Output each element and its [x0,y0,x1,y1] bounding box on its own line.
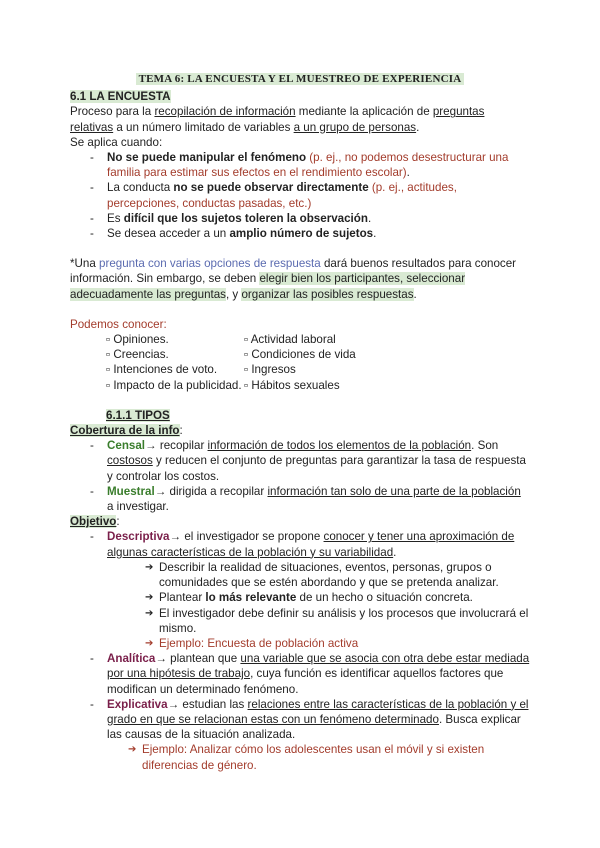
explicativa-example: ➔ Ejemplo: Analizar cómo los adolescentes usan el móvil y si existen diferencias de género. [128,742,530,772]
note-paragraph: *Una pregunta con varias opciones de respuesta dará buenos resultados para conocer información. Sin embargo, se deben elegir bien los participantes, seleccionar adecuadamente las preguntas, y organizar las posibles respuestas. [70,257,517,301]
know-item: ▫ Actividad laboral [244,333,336,347]
know-item: ▫ Creencias. [106,348,169,362]
know-item: ▫ Impacto de la publicidad. [106,378,242,392]
section-heading-tipos: 6.1.1 TIPOS [106,408,170,422]
list-item: - Censal→ recopilar información de todos los elementos de la población. Son costosos y reducen el conjunto de preguntas para garantizar la tasa de respuesta y controlar los costos. [90,438,530,484]
know-item: ▫ Hábitos sexuales [244,378,340,392]
list-item: - Descriptiva→ el investigador se propone conocer y tener una aproximación de algunas características de la población y su variabilidad. [90,529,530,559]
page-title: TEMA 6: LA ENCUESTA Y EL MUESTREO DE EXPERIENCIA [70,72,530,87]
list-item: - Es difícil que los sujetos toleren la observación. [90,211,530,226]
document-page [70,72,530,773]
know-item: ▫ Opiniones. [106,333,169,347]
applies-label: Se aplica cuando: [70,135,163,149]
know-label: Podemos conocer: [70,317,167,331]
objective-list-cont [70,651,530,742]
know-item: ▫ Intenciones de voto. [106,363,218,377]
list-item: - Muestral→ dirigida a recopilar información tan solo de una parte de la población a investigar. [90,484,530,514]
list-item: ➔ Ejemplo: Encuesta de población activa [145,636,530,651]
coverage-label: Cobertura de la info: [70,424,183,438]
objective-label: Objetivo: [70,515,120,529]
list-item: ➔ El investigador debe definir su análisis y los procesos que involucrará el mismo. [145,606,530,636]
list-item: - Explicativa→ estudian las relaciones entre las características de la población y el grado en que se relacionan estas con un fenómeno determinado. Busca explicar las causas de la situación analizada. [90,697,530,743]
section-heading-encuesta: 6.1 LA ENCUESTA [70,90,171,104]
list-item: ➔ Plantear lo más relevante de un hecho o situación concreta. [145,590,530,605]
list-item: - No se puede manipular el fenómeno (p. ej., no podemos desestructurar una familia para estimar sus efectos en el rendimiento escolar). [90,150,530,180]
applies-list [70,150,530,241]
know-grid [106,332,530,393]
list-item: ➔ Describir la realidad de situaciones, eventos, personas, grupos o comunidades que se estén abordando y que se pretenda analizar. [145,560,530,590]
know-item: ▫ Condiciones de vida [244,348,356,362]
list-item: - La conducta no se puede observar directamente (p. ej., actitudes, percepciones, conductas pasadas, etc.) [90,180,530,210]
descriptive-details [70,560,530,651]
objective-list [70,529,530,559]
list-item: - Se desea acceder a un amplio número de sujetos. [90,226,530,241]
definition-paragraph: Proceso para la recopilación de información mediante la aplicación de preguntas relativas a un número limitado de variables a un grupo de personas. [70,105,485,134]
list-item: - Analítica→ plantean que una variable que se asocia con otra debe estar mediada por una hipótesis de trabajo, cuya función es identificar aquellos factores que modifican un determinado fenómeno. [90,651,530,697]
know-item: ▫ Ingresos [244,363,296,377]
coverage-list [70,438,530,514]
